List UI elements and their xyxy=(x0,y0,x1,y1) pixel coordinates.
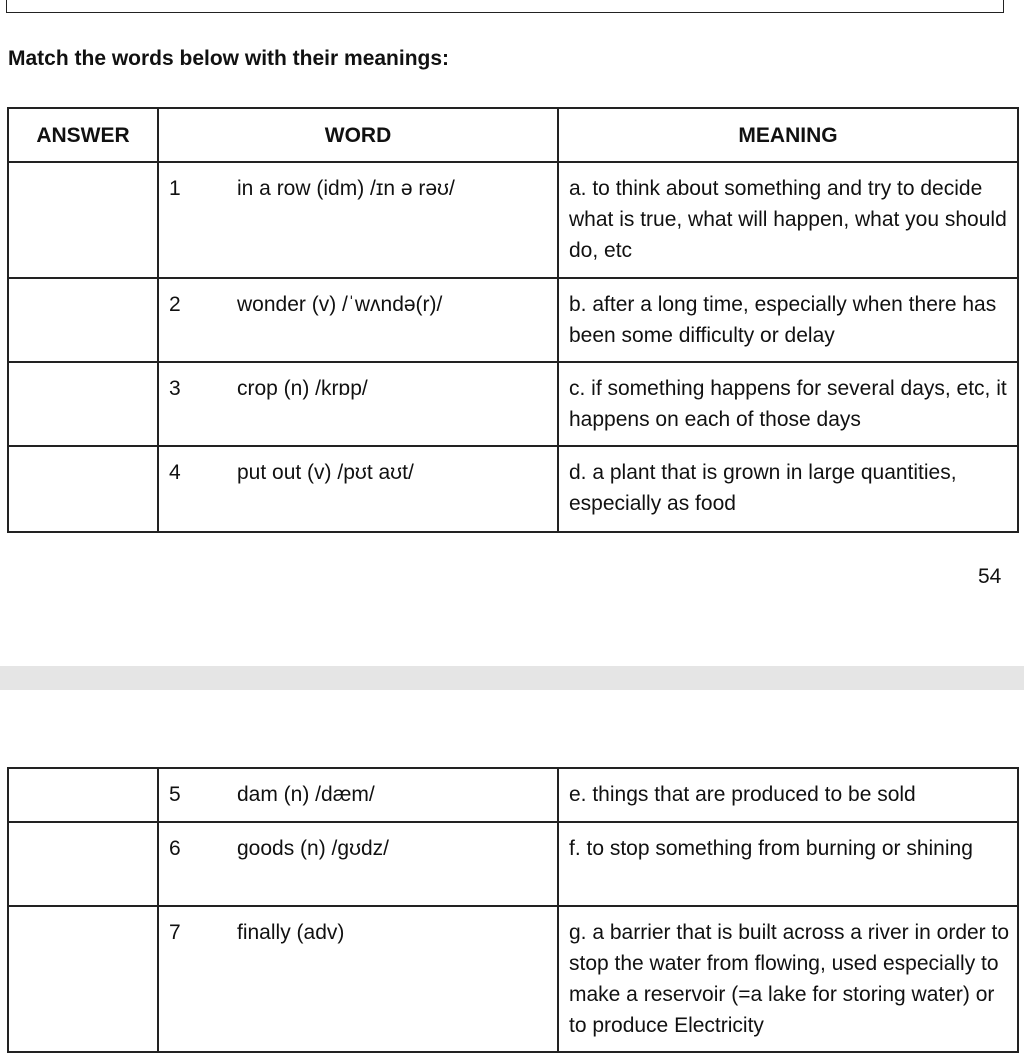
word-text: put out (v) /pʊt aʊt/ xyxy=(237,461,414,484)
word-cell xyxy=(158,278,558,362)
word-cell xyxy=(158,822,558,906)
meaning-cell: c. if something happens for several days, etc, it happens on each of those days xyxy=(558,362,1018,446)
table-row xyxy=(8,768,1018,822)
header-meaning: MEANING xyxy=(558,108,1018,162)
meaning-cell: e. things that are produced to be sold xyxy=(558,768,1018,822)
vocab-table-page-54 xyxy=(7,107,1019,533)
table-row xyxy=(8,362,1018,446)
answer-cell[interactable] xyxy=(8,906,158,1052)
word-number: 2 xyxy=(169,293,181,316)
answer-cell[interactable] xyxy=(8,162,158,278)
word-number: 5 xyxy=(169,783,181,806)
word-text: goods (n) /gʊdz/ xyxy=(237,837,390,860)
meaning-cell: g. a barrier that is built across a river in order to stop the water from flowing, used especially to make a reservoir (=a lake for storing water) or to produce Electricity xyxy=(558,906,1018,1052)
word-number: 3 xyxy=(169,377,181,400)
instruction-heading: Match the words below with their meanings: xyxy=(8,47,450,70)
header-answer: ANSWER xyxy=(8,108,158,162)
word-cell xyxy=(158,446,558,532)
vocab-table-continued xyxy=(7,767,1019,1053)
word-text: dam (n) /dæm/ xyxy=(237,783,375,806)
word-number: 7 xyxy=(169,921,181,944)
word-cell xyxy=(158,362,558,446)
table-row xyxy=(8,822,1018,906)
page-separator xyxy=(0,666,1024,690)
header-word: WORD xyxy=(158,108,558,162)
meaning-cell: a. to think about something and try to decide what is true, what will happen, what you should do, etc xyxy=(558,162,1018,278)
word-text: crop (n) /krɒp/ xyxy=(237,377,368,400)
table-row xyxy=(8,446,1018,532)
answer-cell[interactable] xyxy=(8,446,158,532)
word-text: in a row (idm) /ɪn ə rəʊ/ xyxy=(237,177,455,200)
top-box-frame xyxy=(6,0,1004,13)
word-number: 4 xyxy=(169,461,181,484)
page-number: 54 xyxy=(978,565,1002,588)
word-number: 6 xyxy=(169,837,181,860)
meaning-cell: d. a plant that is grown in large quantities, especially as food xyxy=(558,446,1018,532)
word-cell xyxy=(158,906,558,1052)
meaning-cell: b. after a long time, especially when there has been some difficulty or delay xyxy=(558,278,1018,362)
answer-cell[interactable] xyxy=(8,768,158,822)
word-cell xyxy=(158,162,558,278)
word-cell xyxy=(158,768,558,822)
word-text: wonder (v) /ˈwʌndə(r)/ xyxy=(237,293,443,316)
table-row xyxy=(8,162,1018,278)
word-text: finally (adv) xyxy=(237,921,345,944)
word-number: 1 xyxy=(169,177,181,200)
answer-cell[interactable] xyxy=(8,278,158,362)
answer-cell[interactable] xyxy=(8,362,158,446)
table-row xyxy=(8,906,1018,1052)
meaning-cell: f. to stop something from burning or shining xyxy=(558,822,1018,906)
table-header-row xyxy=(8,108,1018,162)
table-row xyxy=(8,278,1018,362)
answer-cell[interactable] xyxy=(8,822,158,906)
